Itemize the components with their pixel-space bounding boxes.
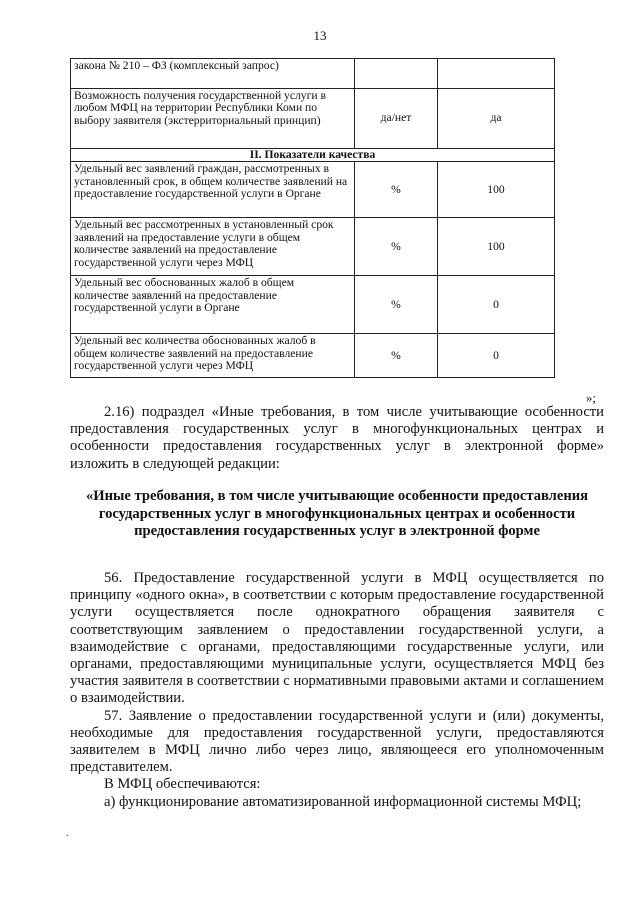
section-header: II. Показатели качества [71, 149, 555, 162]
main-text [70, 570, 604, 811]
mfc-intro: В МФЦ обеспечиваются: [104, 776, 261, 793]
indicator-name: закона № 210 – ФЗ (комплексный запрос) [71, 59, 355, 89]
table-row [71, 162, 555, 218]
indicator-value: 0 [438, 334, 555, 378]
paragraph-57: 57. Заявление о предоставлении государственной услуги и (или) документы, необходимые для предоставления государственной услуги, предоставляются заявителем в МФЦ лично либо через лицо, являющееся его уполномоченным представителем. [70, 707, 604, 776]
table-row [71, 59, 555, 89]
indicator-value: 0 [438, 276, 555, 334]
indicator-name: Удельный вес рассмотренных в установленный срок заявлений на предоставление услуги в общем количестве заявлений на предоставление государственной услуги через МФЦ [71, 218, 355, 276]
indicator-value: 100 [438, 218, 555, 276]
section-header-row [71, 149, 555, 162]
table-row [71, 218, 555, 276]
indicator-value: да [438, 89, 555, 149]
table-row [71, 89, 555, 149]
indicator-name: Удельный вес обоснованных жалоб в общем количестве заявлений на предоставление государственной услуги в Органе [71, 276, 355, 334]
indicator-unit: % [355, 218, 438, 276]
table-row [71, 276, 555, 334]
page-number: 13 [313, 28, 327, 43]
indicator-name: Удельный вес заявлений граждан, рассмотренных в установленный срок, в общем количестве заявлений на предоставление государственной услуги в Органе [71, 162, 355, 218]
indicator-unit: % [355, 334, 438, 378]
paragraph-56: 56. Предоставление государственной услуги в МФЦ осуществляется по принципу «одного окна», в соответствии с которым предоставление государственной услуги осуществляется после однократного обращения заявителя с соответствующим заявлением о предоставлении государственной услуги, а взаимодействие с органами, предоставляющими государственные услуги, или органами, предоставляющими муниципальные услуги, осуществляется МФЦ без участия заявителя в соответствии с нормативными правовыми актами и соглашением о взаимодействии. [70, 570, 604, 707]
table-row [71, 334, 555, 378]
table-closing-quote: »; [585, 390, 596, 405]
intro-block [70, 404, 604, 473]
indicator-unit: % [355, 162, 438, 218]
indicator-unit: да/нет [355, 89, 438, 149]
indicators-table [70, 58, 555, 378]
stray-mark: . [66, 828, 69, 839]
indicator-unit [355, 59, 438, 89]
section-heading: «Иные требования, в том числе учитывающие особенности предоставления государственных услуг в многофункциональных центрах и особенности предоставления государственных услуг в электронной форме [85, 488, 589, 540]
indicator-unit: % [355, 276, 438, 334]
indicator-value: 100 [438, 162, 555, 218]
indicator-value [438, 59, 555, 89]
indicator-name: Удельный вес количества обоснованных жалоб в общем количестве заявлений на предоставление государственной услуги через МФЦ [71, 334, 355, 378]
intro-paragraph: 2.16) подраздел «Иные требования, в том числе учитывающие особенности предоставления государственных услуг в многофункциональных центрах и особенности предоставления государственных услуг в электронной форме» изложить в следующей редакции: [70, 404, 604, 472]
list-item-a: а) функционирование автоматизированной информационной системы МФЦ; [104, 793, 582, 810]
indicator-name: Возможность получения государственной услуги в любом МФЦ на территории Республики Коми по выбору заявителя (экстерриториальный принцип) [71, 89, 355, 149]
